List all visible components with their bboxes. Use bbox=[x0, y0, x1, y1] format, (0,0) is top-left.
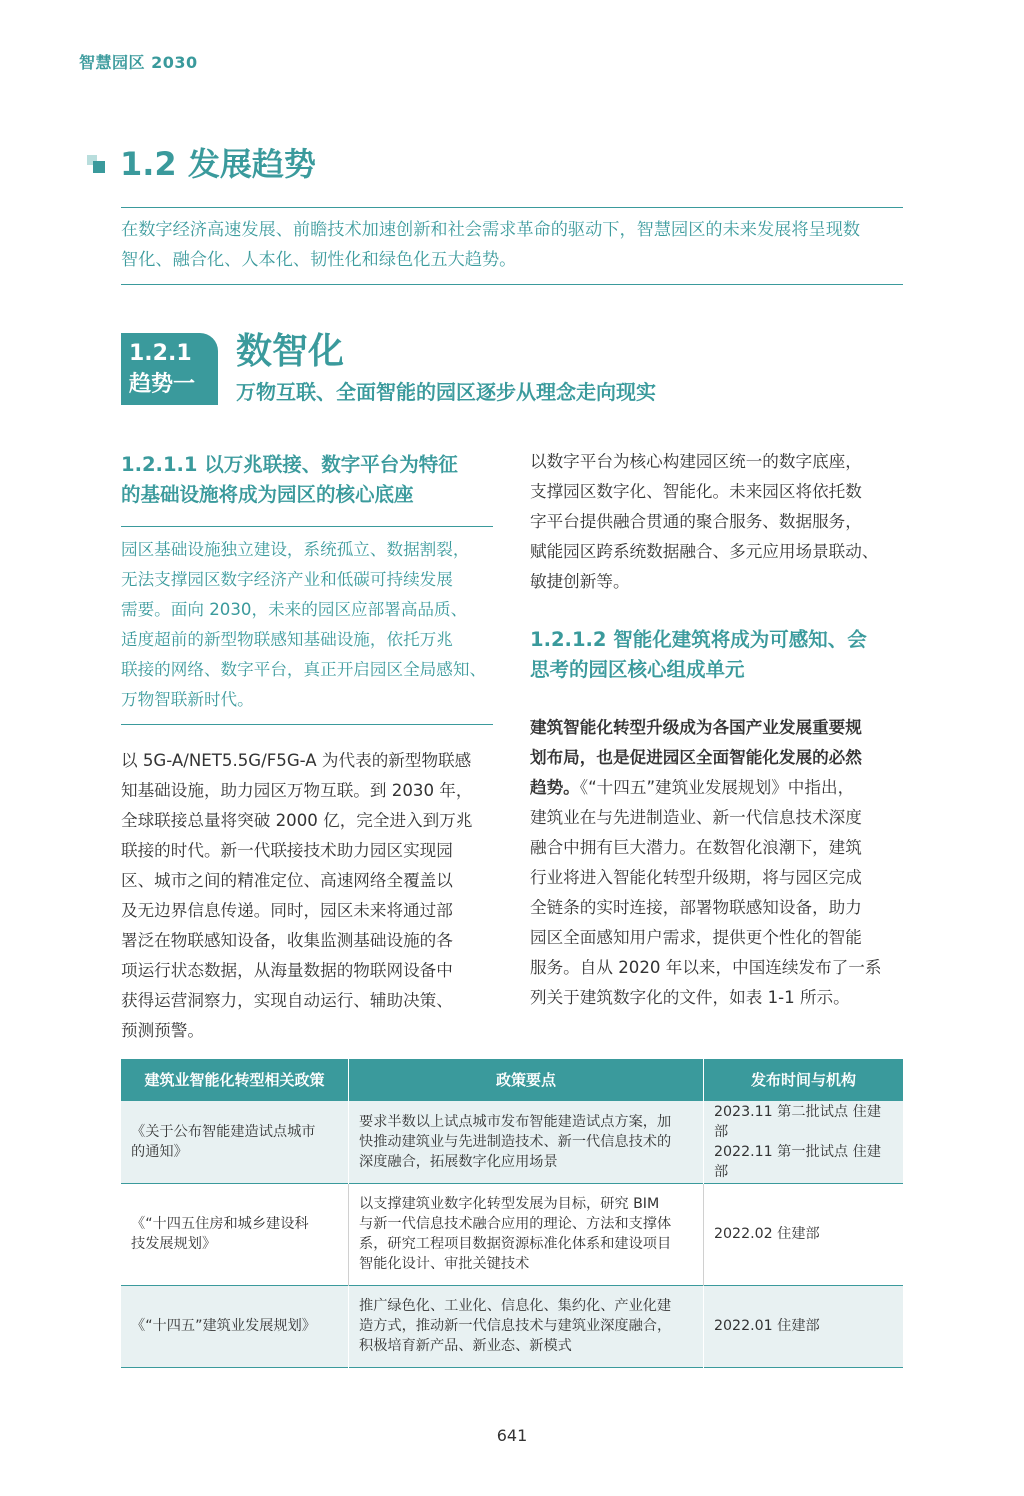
cell-line: 智能化设计、审批关键技术 bbox=[359, 1256, 530, 1272]
callout-line: 联接的网络、数字平台，真正开启园区全局感知、 bbox=[121, 660, 487, 679]
body-line: 预测预警。 bbox=[121, 1021, 204, 1040]
subhead-1-2-1-2 bbox=[530, 625, 910, 685]
intro-bottom-divider bbox=[121, 284, 903, 285]
callout-line: 需要。面向 2030，未来的园区应部署高品质、 bbox=[121, 600, 468, 619]
callout-line: 适度超前的新型物联感知基础设施，依托万兆 bbox=[121, 630, 453, 649]
right-body-paragraph-2 bbox=[530, 713, 910, 1013]
body-line: 区、城市之间的精准定位、高速网络全覆盖以 bbox=[121, 871, 453, 890]
callout-bottom-divider bbox=[121, 724, 493, 725]
subhead-line: 1.2.1.2 智能化建筑将成为可感知、会 bbox=[530, 628, 867, 651]
policy-cell bbox=[121, 1101, 349, 1183]
cell-line: 技发展规划》 bbox=[131, 1236, 217, 1252]
table-row bbox=[121, 1183, 903, 1285]
cell-line: 以支撑建筑业数字化转型发展为目标，研究 BIM bbox=[359, 1196, 660, 1212]
running-header: 智慧园区 2030 bbox=[79, 53, 198, 72]
points-cell bbox=[349, 1285, 704, 1367]
intro-paragraph bbox=[121, 215, 906, 275]
policy-table bbox=[121, 1059, 903, 1368]
trend-name: 数智化 bbox=[236, 331, 345, 372]
cell-line: 2023.11 第二批试点 住建部 bbox=[714, 1103, 882, 1140]
body-line: 全球联接总量将突破 2000 亿，完全进入到万兆 bbox=[121, 811, 473, 830]
release-cell bbox=[704, 1101, 904, 1183]
body-line: 行业将进入智能化转型升级期，将与园区完成 bbox=[530, 868, 862, 887]
body-line: 及无边界信息传递。同时，园区未来将通过部 bbox=[121, 901, 453, 920]
bold-lead-line: 划布局，也是促进园区全面智能化发展的必然 bbox=[530, 748, 862, 767]
left-body-paragraph bbox=[121, 746, 501, 1046]
policy-cell bbox=[121, 1183, 349, 1285]
body-line: 知基础设施，助力园区万物互联。到 2030 年， bbox=[121, 781, 473, 800]
callout-line: 无法支撑园区数字经济产业和低碳可持续发展 bbox=[121, 570, 453, 589]
cell-line: 与新一代信息技术融合应用的理论、方法和支撑体 bbox=[359, 1216, 672, 1232]
subhead-1-2-1-1 bbox=[121, 450, 501, 510]
cell-line: 的通知》 bbox=[131, 1143, 188, 1160]
table-header-row bbox=[121, 1059, 903, 1101]
body-line: 全链条的实时连接，部署物联感知设备，助力 bbox=[530, 898, 862, 917]
body-line: 以 5G-A/NET5.5G/F5G-A 为代表的新型物联感 bbox=[121, 751, 472, 770]
trend-label: 趋势一 bbox=[129, 372, 196, 397]
body-line: 支撑园区数字化、智能化。未来园区将依托数 bbox=[530, 482, 862, 501]
mixed-line bbox=[530, 773, 910, 803]
table-row bbox=[121, 1285, 903, 1367]
release-cell bbox=[704, 1183, 904, 1285]
callout-box bbox=[121, 535, 501, 715]
body-line: 获得运营洞察力，实现自动运行、辅助决策、 bbox=[121, 991, 453, 1010]
body-line: 以数字平台为核心构建园区统一的数字底座， bbox=[530, 452, 862, 471]
table-header-points: 政策要点 bbox=[349, 1059, 704, 1101]
bold-lead-line: 建筑智能化转型升级成为各国产业发展重要规 bbox=[530, 718, 862, 737]
body-line: 园区全面感知用户需求，提供更个性化的智能 bbox=[530, 928, 862, 947]
table-row bbox=[121, 1101, 903, 1183]
cell-line: 推广绿色化、工业化、信息化、集约化、产业化建 bbox=[359, 1298, 672, 1314]
right-body-paragraph-1 bbox=[530, 447, 910, 597]
cell-line: 2022.01 住建部 bbox=[714, 1318, 820, 1334]
trend-subtitle: 万物互联、全面智能的园区逐步从理念走向现实 bbox=[236, 380, 656, 404]
policy-cell bbox=[121, 1285, 349, 1367]
bold-lead-end: 趋势。 bbox=[530, 778, 580, 797]
body-line-rest: 《“十四五”建筑业发展规划》中指出， bbox=[579, 778, 855, 797]
cell-line: 《“十四五住房和城乡建设科 bbox=[131, 1216, 309, 1232]
body-line: 赋能园区跨系统数据融合、多元应用场景联动、 bbox=[530, 542, 879, 561]
intro-top-divider bbox=[121, 207, 903, 208]
cell-line: 造方式，推动新一代信息技术与建筑业深度融合， bbox=[359, 1318, 672, 1334]
body-line: 建筑业在与先进制造业、新一代信息技术深度 bbox=[530, 808, 862, 827]
release-cell bbox=[704, 1285, 904, 1367]
body-line: 敏捷创新等。 bbox=[530, 572, 630, 591]
table-header-release: 发布时间与机构 bbox=[704, 1059, 904, 1101]
body-line: 字平台提供融合贯通的聚合服务、数据服务， bbox=[530, 512, 862, 531]
body-line: 署泛在物联感知设备，收集监测基础设施的各 bbox=[121, 931, 453, 950]
section-title: 1.2 发展趋势 bbox=[120, 145, 316, 183]
trend-number: 1.2.1 bbox=[129, 341, 192, 366]
callout-line: 万物智联新时代。 bbox=[121, 690, 254, 709]
intro-line: 智化、融合化、人本化、韧性化和绿色化五大趋势。 bbox=[121, 250, 517, 270]
subhead-line: 思考的园区核心组成单元 bbox=[530, 658, 745, 681]
cell-line: 《关于公布智能建造试点城市 bbox=[131, 1123, 316, 1140]
cell-line: 2022.11 第一批试点 住建部 bbox=[714, 1143, 882, 1180]
left-column bbox=[121, 450, 501, 1046]
table-header-policy: 建筑业智能化转型相关政策 bbox=[121, 1059, 349, 1101]
callout-line: 园区基础设施独立建设，系统孤立、数据割裂， bbox=[121, 540, 470, 559]
cell-line: 深度融合，拓展数字化应用场景 bbox=[359, 1153, 558, 1170]
subhead-line: 1.2.1.1 以万兆联接、数字平台为特征 bbox=[121, 453, 458, 476]
trend-tab bbox=[121, 333, 218, 405]
points-cell bbox=[349, 1101, 704, 1183]
right-column bbox=[530, 447, 910, 1013]
cell-line: 快推动建筑业与先进制造技术、新一代信息技术的 bbox=[359, 1133, 672, 1150]
section-square-icon bbox=[87, 155, 107, 175]
cell-line: 系，研究工程项目数据资源标准化体系和建设项目 bbox=[359, 1236, 672, 1252]
body-line: 融合中拥有巨大潜力。在数智化浪潮下，建筑 bbox=[530, 838, 862, 857]
page-number: 641 bbox=[496, 1426, 528, 1445]
cell-line: 《“十四五”建筑业发展规划》 bbox=[131, 1318, 316, 1334]
points-cell bbox=[349, 1183, 704, 1285]
body-line: 服务。自从 2020 年以来，中国连续发布了一系 bbox=[530, 958, 882, 977]
callout-top-divider bbox=[121, 526, 493, 527]
subhead-line: 的基础设施将成为园区的核心底座 bbox=[121, 483, 414, 506]
body-line: 列关于建筑数字化的文件，如表 1-1 所示。 bbox=[530, 988, 850, 1007]
cell-line: 要求半数以上试点城市发布智能建造试点方案，加 bbox=[359, 1113, 672, 1130]
cell-line: 积极培育新产品、新业态、新模式 bbox=[359, 1338, 572, 1354]
cell-line: 2022.02 住建部 bbox=[714, 1226, 820, 1242]
intro-line: 在数字经济高速发展、前瞻技术加速创新和社会需求革命的驱动下，智慧园区的未来发展将呈现数 bbox=[121, 220, 861, 240]
body-line: 项运行状态数据，从海量数据的物联网设备中 bbox=[121, 961, 453, 980]
body-line: 联接的时代。新一代联接技术助力园区实现园 bbox=[121, 841, 453, 860]
